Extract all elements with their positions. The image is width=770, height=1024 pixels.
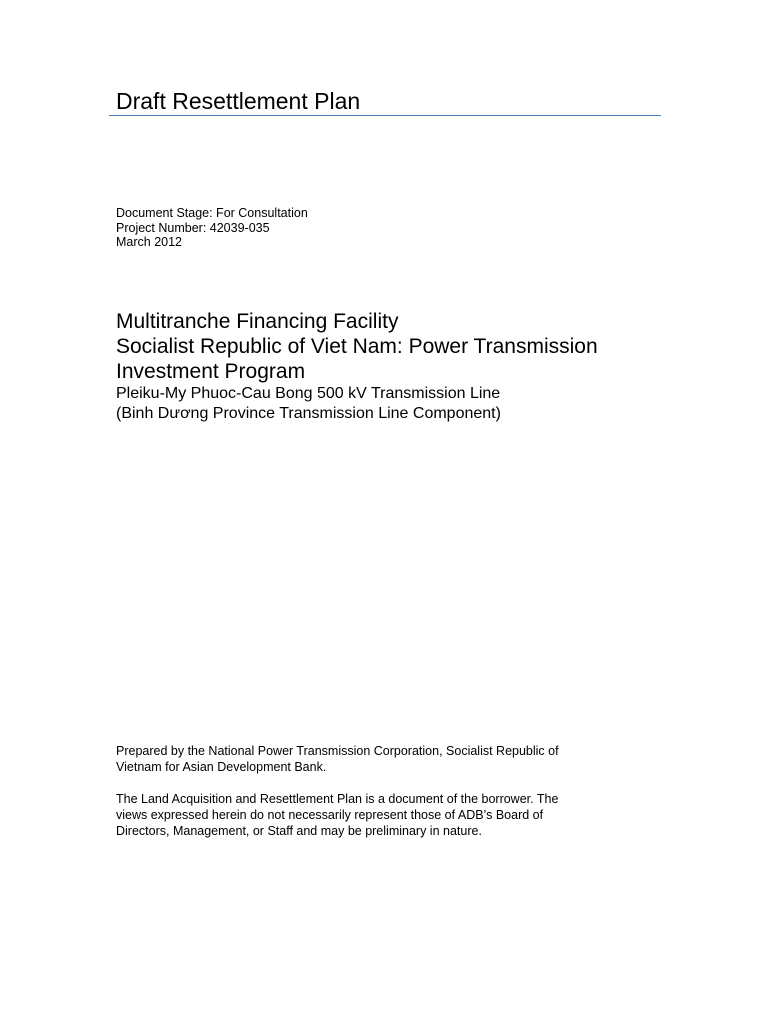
- prepared-by-line-2: Vietnam for Asian Development Bank.: [116, 760, 327, 774]
- document-title: Draft Resettlement Plan: [116, 88, 361, 114]
- component-subheading: [116, 384, 676, 424]
- prepared-by-line-1: Prepared by the National Power Transmission Corporation, Socialist Republic of: [116, 744, 559, 758]
- disclaimer-line-2: views expressed herein do not necessarily represent those of ADB’s Board of: [116, 808, 544, 822]
- subheading-line-1: Pleiku-My Phuoc-Cau Bong 500 kV Transmission Line: [116, 385, 501, 402]
- prepared-by-paragraph: [116, 743, 646, 775]
- heading-line-2: Socialist Republic of Viet Nam: Power Transmission: [116, 335, 598, 358]
- project-number: Project Number: 42039-035: [116, 220, 270, 235]
- document-stage: Document Stage: For Consultation: [116, 206, 308, 220]
- heading-line-1: Multitranche Financing Facility: [116, 310, 399, 333]
- disclaimer-line-1: The Land Acquisition and Resettlement Plan is a document of the borrower. The: [116, 792, 559, 806]
- title-underline-rule: [109, 115, 661, 116]
- heading-line-3: Investment Program: [116, 360, 306, 383]
- disclaimer-paragraph: [116, 791, 646, 839]
- subheading-line-2: (Binh Dương Province Transmission Line Component): [116, 405, 501, 422]
- program-heading: [116, 309, 676, 384]
- document-date: March 2012: [116, 235, 183, 249]
- disclaimer-line-3: Directors, Management, or Staff and may be preliminary in nature.: [116, 824, 482, 838]
- document-meta: [116, 206, 308, 250]
